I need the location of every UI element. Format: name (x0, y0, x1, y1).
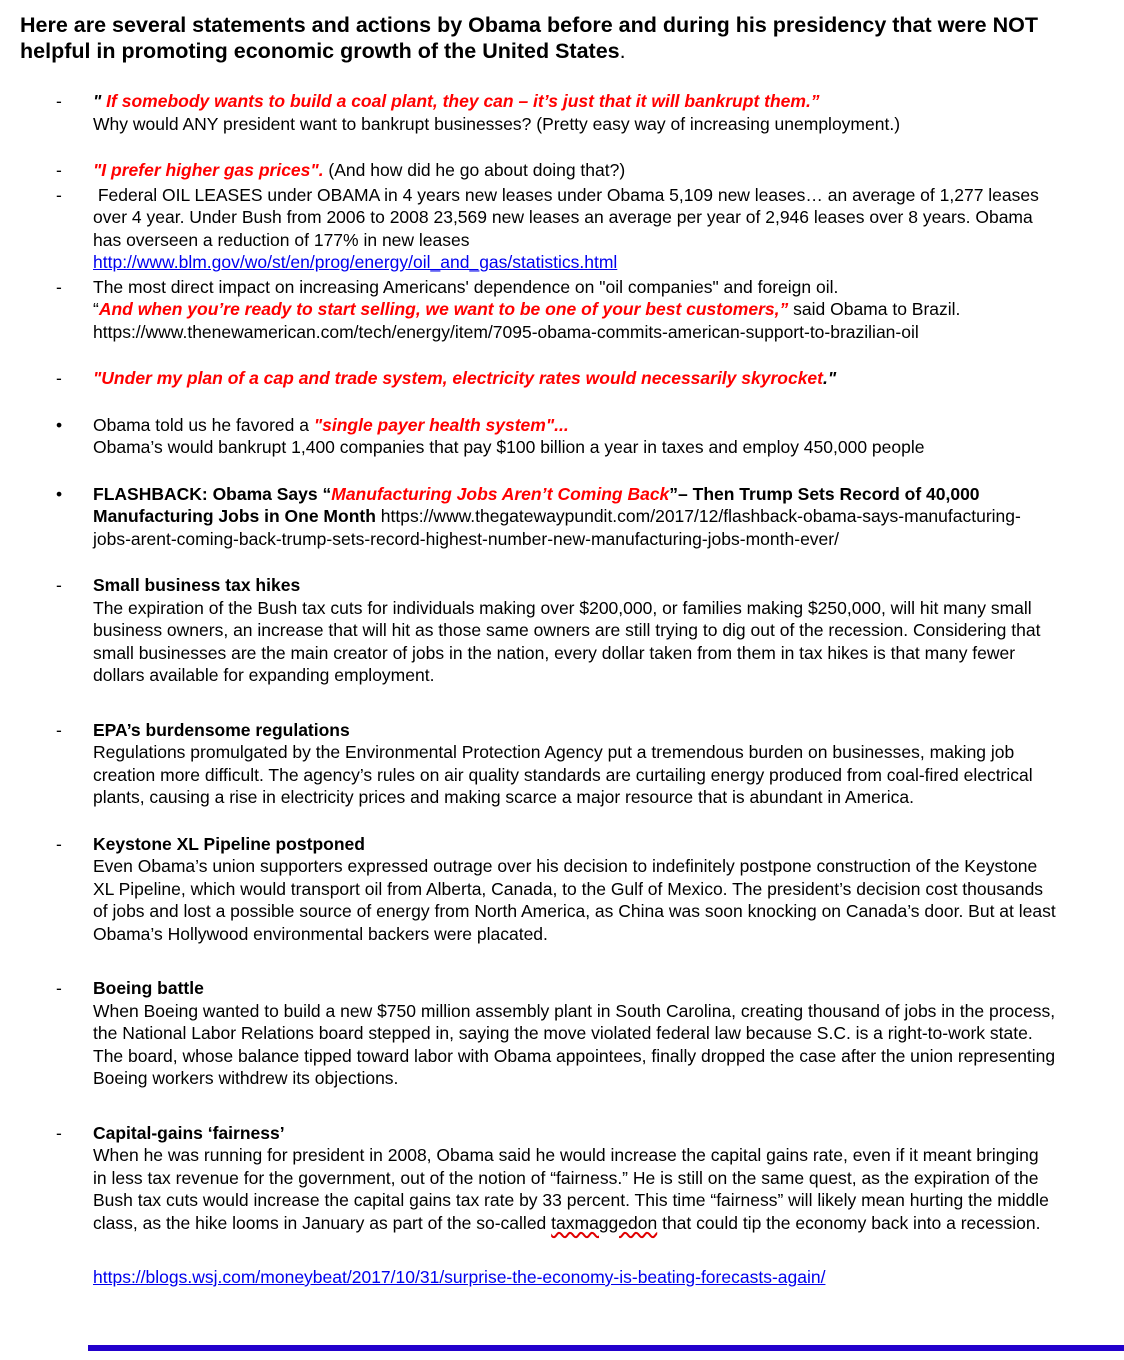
list-item-small-business-tax-hikes (56, 574, 1124, 687)
list-item-epa-regulations (56, 719, 1124, 809)
list-item-coal-plant (56, 90, 1124, 135)
oil-leases-text: Federal OIL LEASES under OBAMA in 4 years new leases under Obama 5,109 new leases… an average of 1,277 leases over 4 year. Under Bush from 2006 to 2008 23,569 new leases an average per year of 2,946 leases over 8 years. Obama has overseen a reduction of 177% in new leases (93, 184, 1039, 250)
list-item-boeing-battle (56, 977, 1124, 1090)
title-text: Here are several statements and actions by Obama before and during his presidency that were NOT helpful in promoting economic growth of the United States (20, 13, 1038, 63)
capital-gains-text-end: that could tip the economy back into a recession. (657, 1212, 1041, 1233)
section-body: The expiration of the Bush tax cuts for individuals making over $200,000, or families making $250,000, will hit many small business owners, an increase that will hit as those same owners are still trying to dig out of the recession. Considering that small businesses are the main creator of jobs in the nation, every dollar taken from them in tax hikes is that many fewer dollars available for expanding employment. (93, 597, 1041, 685)
dash-marker: - (56, 91, 62, 111)
section-body: Regulations promulgated by the Environmental Protection Agency put a tremendous burden on businesses, making job creation more difficult. The agency’s rules on air quality standards are curtailing energy produced from coal-fired electrical plants, causing a rise in electricity prices and making scarce a major resource that is abundant in America. (93, 742, 1033, 807)
flashback-lead: FLASHBACK: Obama Says “ (93, 483, 332, 504)
list-item-keystone-pipeline (56, 833, 1124, 946)
dash-marker: - (56, 368, 62, 388)
blm-statistics-link[interactable]: http://www.blm.gov/wo/st/en/prog/energy/oil_and_gas/statistics.html (93, 252, 618, 272)
flashback-tail: ”– Then Trump Sets Record of 40,000 Manufacturing Jobs in One Month (93, 483, 980, 526)
wsj-moneybeat-link[interactable]: https://blogs.wsj.com/moneybeat/2017/10/31/surprise-the-economy-is-beating-forecasts-again/ (93, 1267, 826, 1287)
bullet-list (0, 64, 1124, 1234)
dash-marker: - (56, 719, 62, 740)
section-body: When Boeing wanted to build a new $750 million assembly plant in South Carolina, creating thousand of jobs in the process, the National Labor Relations board stepped in, saying the move violated federal law because S.C. is a right-to-work state. The board, whose balance tipped toward labor with Obama appointees, finally dropped the case after the union representing Boeing workers withdrew its objections. (93, 1000, 1056, 1088)
quote-close-mark: ." (823, 368, 837, 388)
single-payer-comment: Obama’s would bankrupt 1,400 companies that pay $100 billion a year in taxes and employ 450,000 people (93, 437, 925, 457)
dash-marker: - (56, 160, 62, 180)
dash-marker: - (56, 978, 62, 998)
gas-prices-quote: "I prefer higher gas prices". (93, 160, 324, 180)
page-title (0, 0, 1124, 64)
misspelled-word: taxmaggedon (551, 1212, 658, 1233)
section-body: Even Obama’s union supporters expressed outrage over his decision to indefinitely postpone construction of the Keystone XL Pipeline, which would transport oil from Alberta, Canada, to the Gulf of Mexico. The president’s decision cost thousands of jobs and lost a possible source of energy from North America, as China was soon knocking on Canada’s door. But at least Obama’s Hollywood environmental backers were placated. (93, 856, 1056, 944)
list-item-oil-leases (56, 184, 1124, 274)
list-item-single-payer (56, 414, 1124, 459)
single-payer-lead: Obama told us he favored a (93, 414, 314, 435)
dash-marker: - (56, 184, 62, 205)
list-item-cap-and-trade (56, 367, 1124, 390)
list-item-gas-prices (56, 159, 1124, 182)
footer-link-row (0, 1266, 1124, 1289)
coal-plant-comment: Why would ANY president want to bankrupt businesses? (Pretty easy way of increasing unemployment.) (93, 113, 901, 134)
dash-marker: - (56, 276, 62, 297)
section-heading: Capital-gains ‘fairness’ (93, 1122, 285, 1143)
section-body (93, 1144, 1057, 1234)
title-period: . (619, 39, 626, 63)
section-heading: Boeing battle (93, 978, 204, 998)
newamerican-url-text: https://www.thenewamerican.com/tech/energy/item/7095-obama-commits-american-support-to-brazilian-oil (93, 321, 919, 342)
dash-marker: - (56, 1122, 62, 1143)
flashback-quote: Manufacturing Jobs Aren’t Coming Back (331, 483, 670, 504)
bottom-divider-bar (88, 1345, 1124, 1351)
dash-marker: - (56, 833, 62, 854)
list-item-flashback (56, 483, 1124, 551)
quote-open-mark: “ (93, 299, 99, 319)
single-payer-quote: "single payer health system"... (313, 414, 569, 435)
list-item-capital-gains (56, 1122, 1124, 1235)
section-heading: EPA’s burdensome regulations (93, 719, 350, 740)
bullet-marker: • (56, 483, 63, 504)
coal-plant-quote: If somebody wants to build a coal plant, they can – it’s just that it will bankrupt them.” (106, 91, 820, 111)
brazil-quote: And when you’re ready to start selling, we want to be one of your best customers,” (98, 299, 789, 319)
gas-prices-comment: (And how did he go about doing that?) (323, 160, 626, 180)
capital-gains-text: When he was running for president in 2008, Obama said he would increase the capital gains rate, even if it meant bringing in less tax revenue for the government, out of the notion of “fairness.” He is still on the same quest, as the expiration of the Bush tax cuts would increase the capital gains tax rate by 33 percent. This time “fairness” will likely mean hurting the middle class, as the hike looms in January as part of the so-called (93, 1145, 1049, 1233)
gatewaypundit-url-text: https://www.thegatewaypundit.com/2017/12/flashback-obama-says-manufacturing-jobs-arent-coming-back-trump-sets-record-highest-number-new-manufacturing-jobs-month-ever/ (93, 506, 1021, 549)
quote-open-mark: " (93, 91, 107, 111)
section-heading: Keystone XL Pipeline postponed (93, 833, 365, 854)
cap-trade-quote: "Under my plan of a cap and trade system, electricity rates would necessarily skyrocket (93, 368, 823, 388)
brazil-attribution: said Obama to Brazil. (788, 299, 961, 319)
bullet-marker: • (56, 414, 63, 435)
section-heading: Small business tax hikes (93, 575, 301, 595)
oil-dependence-text: The most direct impact on increasing Americans' dependence on "oil companies" and foreign oil. (93, 276, 839, 297)
dash-marker: - (56, 575, 62, 595)
list-item-oil-dependence (56, 276, 1124, 344)
